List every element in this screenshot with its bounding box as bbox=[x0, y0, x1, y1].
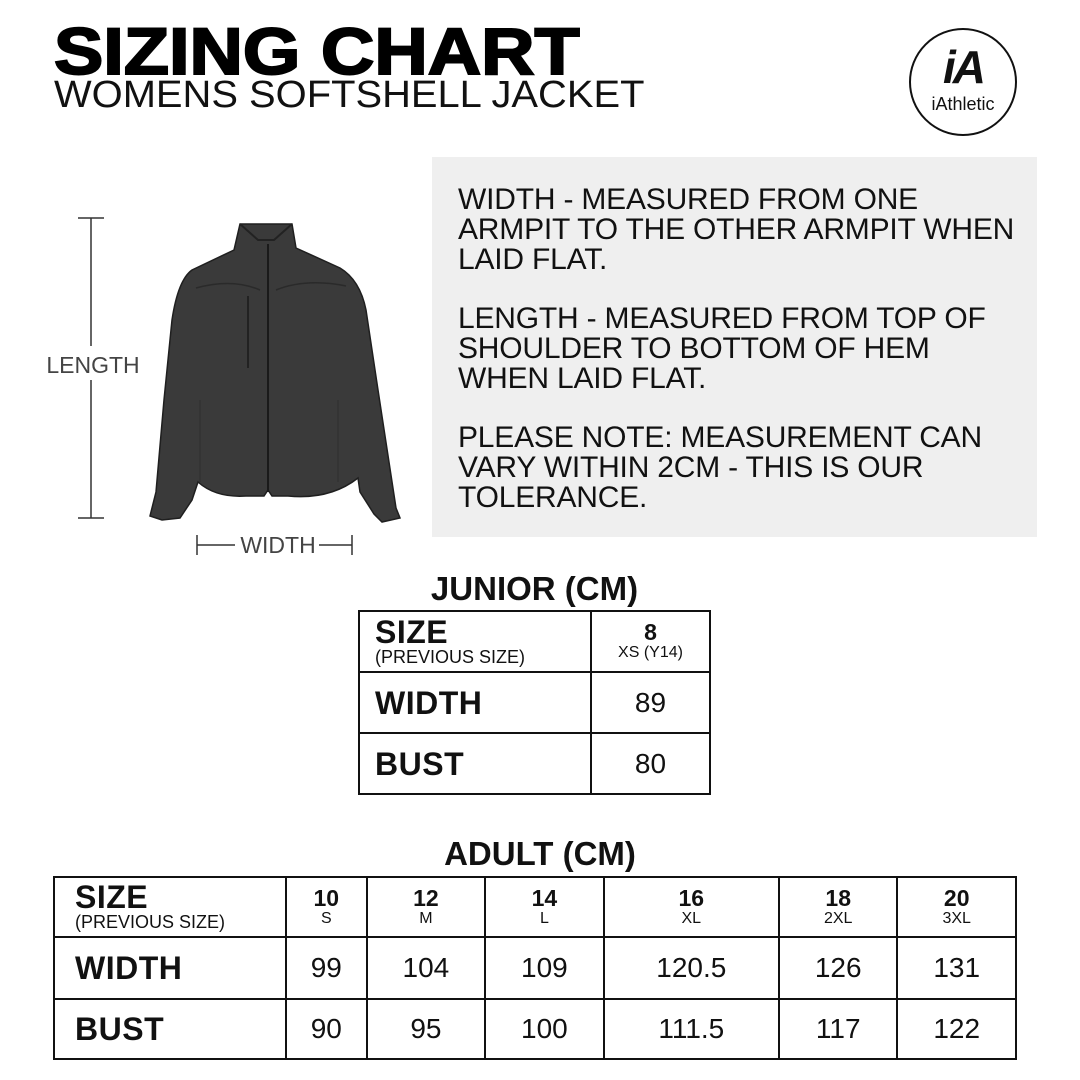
bust-row-label: BUST bbox=[375, 745, 465, 782]
adult-title: ADULT (CM) bbox=[444, 835, 636, 872]
page-title: SIZING CHART bbox=[54, 14, 580, 88]
previous-size-label: (PREVIOUS SIZE) bbox=[375, 646, 526, 667]
logo-mark: iA bbox=[943, 41, 983, 93]
table-cell: 89 bbox=[591, 672, 710, 733]
table-cell: 99 bbox=[286, 937, 367, 999]
table-cell: 100 bbox=[485, 999, 604, 1059]
junior-title: JUNIOR (CM) bbox=[430, 570, 639, 607]
table-row bbox=[54, 937, 1016, 999]
logo-wordmark: iAthletic bbox=[931, 94, 995, 114]
row-label bbox=[359, 733, 591, 794]
size-number: 14 bbox=[531, 884, 558, 911]
width-label: WIDTH bbox=[240, 532, 316, 558]
size-label: SIZE bbox=[75, 879, 149, 916]
table-cell: 111.5 bbox=[604, 999, 779, 1059]
table-cell: 95 bbox=[367, 999, 486, 1059]
width-note: WIDTH - MEASURED FROM ONE ARMPIT TO THE OTHER ARMPIT WHEN LAID FLAT. bbox=[458, 183, 1015, 276]
previous-size: XL bbox=[681, 909, 702, 927]
brand-logo bbox=[909, 28, 1017, 136]
table-row bbox=[54, 999, 1016, 1059]
table-row bbox=[359, 611, 710, 672]
size-number: 12 bbox=[413, 884, 439, 911]
width-row-label: WIDTH bbox=[375, 684, 483, 721]
tolerance-note: PLEASE NOTE: MEASUREMENT CAN VARY WITHIN 2CM - THIS IS OUR TOLERANCE. bbox=[458, 421, 982, 514]
previous-size: 2XL bbox=[823, 909, 853, 927]
jacket-illustration bbox=[150, 224, 400, 522]
previous-size: S bbox=[320, 909, 332, 927]
measurement-notes bbox=[432, 157, 1037, 537]
previous-size-label: (PREVIOUS SIZE) bbox=[75, 912, 226, 933]
size-number: 20 bbox=[943, 884, 970, 911]
size-column-header bbox=[485, 877, 604, 937]
size-number: 10 bbox=[313, 884, 340, 911]
row-label bbox=[359, 672, 591, 733]
table-cell: 117 bbox=[779, 999, 898, 1059]
bust-row-label: BUST bbox=[75, 1011, 165, 1047]
table-cell: 131 bbox=[897, 937, 1016, 999]
width-row-label: WIDTH bbox=[75, 950, 183, 986]
size-header-cell bbox=[54, 877, 286, 937]
size-column-header bbox=[604, 877, 779, 937]
previous-size: 3XL bbox=[942, 909, 971, 927]
table-row bbox=[359, 733, 710, 794]
size-column-header bbox=[286, 877, 367, 937]
table-cell: 122 bbox=[897, 999, 1016, 1059]
length-label: LENGTH bbox=[46, 352, 140, 378]
previous-size: L bbox=[539, 909, 549, 927]
size-number: 8 bbox=[644, 619, 657, 646]
jacket-diagram bbox=[46, 200, 430, 570]
size-column-header bbox=[367, 877, 486, 937]
previous-size: XS (Y14) bbox=[618, 644, 683, 662]
table-cell: 109 bbox=[485, 937, 604, 999]
size-number: 16 bbox=[678, 884, 705, 911]
table-cell: 104 bbox=[367, 937, 486, 999]
table-cell: 120.5 bbox=[604, 937, 779, 999]
adult-size-table bbox=[53, 876, 1017, 1060]
size-number: 18 bbox=[825, 884, 851, 911]
table-row bbox=[359, 672, 710, 733]
length-note: LENGTH - MEASURED FROM TOP OF SHOULDER TO BOTTOM OF HEM WHEN LAID FLAT. bbox=[458, 302, 986, 395]
product-subtitle: WOMENS SOFTSHELL JACKET bbox=[54, 74, 645, 116]
size-column-header bbox=[591, 611, 710, 672]
table-cell: 90 bbox=[286, 999, 367, 1059]
previous-size: M bbox=[419, 909, 433, 927]
table-row bbox=[54, 877, 1016, 937]
row-label bbox=[54, 937, 286, 999]
size-column-header bbox=[779, 877, 898, 937]
row-label bbox=[54, 999, 286, 1059]
size-header-cell bbox=[359, 611, 591, 672]
size-label: SIZE bbox=[375, 613, 449, 650]
table-cell: 80 bbox=[591, 733, 710, 794]
table-cell: 126 bbox=[779, 937, 898, 999]
junior-size-table bbox=[358, 610, 711, 795]
size-column-header bbox=[897, 877, 1016, 937]
